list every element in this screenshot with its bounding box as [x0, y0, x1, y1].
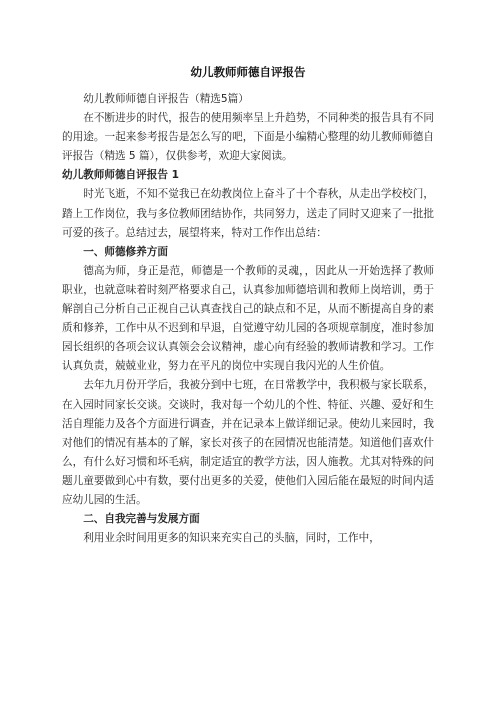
document-subtitle: 幼儿教师师德自评报告（精选5篇）: [83, 93, 249, 105]
section2-heading: 二、自我完善与发展方面: [83, 513, 200, 526]
intro-paragraph: 在不断进步的时代，报告的使用频率呈上升趋势，不同种类的报告具有不同的用途。一起来参考报告是怎么写的吧，下面是小编精心整理的幼儿教师师德自评报告（精选 5 篇），仅供参考，欢迎大家阅读。: [62, 112, 434, 163]
section1-paragraph-2: 去年九月份开学后，我被分到中七班，在日常教学中，我积极与家长联系，在入园时同家长交谈。交谈时，我对每一个幼儿的个性、特征、兴趣、爱好和生活自理能力及各个方面进行调查，并在记录本上做详细记录。使幼儿来园时，我对他们的情况有基本的了解，家长对孩子的在园情况也能清楚。知道他们喜欢什么，有什么好习惯和坏毛病，制定适宜的教学方法，因人施教。尤其对特殊的问题儿童要做到心中有数，要付出更多的关爱，使他们入园后能在最短的时间内适应幼儿园的生活。: [62, 379, 434, 506]
document-title: 幼儿教师师德自评报告: [190, 65, 306, 79]
section1-heading: 一、师德修养方面: [83, 245, 168, 258]
document-page: [62, 62, 434, 548]
report1-heading: 幼儿教师师德自评报告 1: [62, 169, 179, 182]
section1-paragraph-1: 德高为师，身正是范，师德是一个教师的灵魂，，因此从一开始选择了教师职业，也就意味着时刻严格要求自己，认真参加师德培训和教师上岗培训，勇于解剖自己分析自己正视自己认真查找自己的缺点和不足，从而不断提高自身的素质和修养，工作中从不迟到和早退，自觉遵守幼儿园的各项规章制度，准时参加园长组织的各项会议认真领会会议精神，虚心向有经验的教师请教和学习。工作认真负责，兢兢业业，努力在平凡的岗位中实现自我闪光的人生价值。: [62, 264, 434, 373]
report1-paragraph-1: 时光飞逝，不知不觉我已在幼教岗位上奋斗了十个春秋，从走出学校校门，踏上工作岗位，我与多位教师团结协作，共同努力，送走了同时又迎来了一批批可爱的孩子。总结过去，展望将来，特对工作作出总结：: [62, 188, 434, 239]
section2-paragraph-1: 利用业余时间用更多的知识来充实自己的头脑，同时，工作中，: [83, 532, 380, 545]
